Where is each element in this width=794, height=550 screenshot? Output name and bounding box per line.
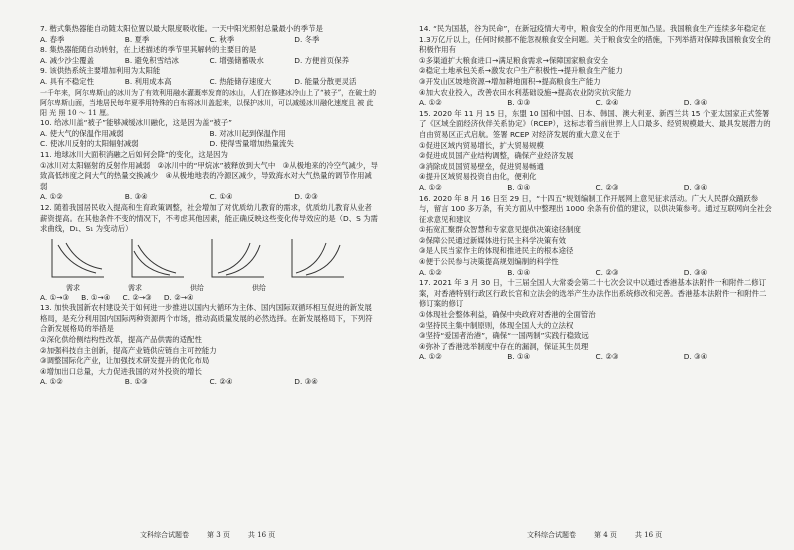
reading-passage: 一千年来，阿尔卑斯山的冰川为了有效利用融水灌溉率发育的冰山，人们在修建冰冷山上了“被子”，在破土的阿尔卑斯山面，当地居民每年夏季用特殊的白布将冰川盖起来，以保护冰川，可以减缓冰川融化速度且 被 此 阳 光 照 10 ～ 11 厘。 xyxy=(40,88,377,117)
option: A. ①② xyxy=(40,377,63,387)
option: B. ①④ xyxy=(507,182,531,192)
option: C. ①④ xyxy=(209,192,233,202)
option-item: ①深化供给侧结构性改革，提高产品供需的适配性 xyxy=(40,335,202,345)
option: C. 秋季 xyxy=(209,34,235,44)
option: D. ③④ xyxy=(683,182,708,192)
option: A. ①② xyxy=(40,192,63,202)
graph-label: 需求 xyxy=(66,283,80,292)
option-item: ④弥补了香港选举制度中存在的漏洞，保证其生员理 xyxy=(419,341,589,351)
option-item: ④增加出口总量，大力促进我国的对外投资的增长 xyxy=(40,366,202,376)
option: A. 减少沙尘覆盖 xyxy=(40,55,94,65)
option: C. 增强储蓄吸水 xyxy=(209,55,264,65)
option: A. ①② xyxy=(419,182,442,192)
option-item: ③调整国际化产业，让加强技术研发提升的优化布局 xyxy=(40,356,210,366)
graph-label: 供给 xyxy=(252,283,266,292)
option: D. 方便首页保养 xyxy=(294,55,349,65)
option: D. 冬季 xyxy=(294,34,320,44)
option-item: ③坚持“爱国者治港”，确保“一国两制”实践行稳致远 xyxy=(419,331,589,341)
question-11-options xyxy=(40,192,379,203)
option-item: ②加强科技自主创新，提高产业链供应链自主可控能力 xyxy=(40,345,217,355)
option: D. ③④ xyxy=(294,377,318,387)
footer-title: 文科综合试题卷 xyxy=(140,531,189,539)
graph-2 xyxy=(126,237,188,283)
graph-3 xyxy=(206,237,268,283)
option: B. 避免积雪结冰 xyxy=(124,55,179,65)
option: A. ①② xyxy=(419,98,442,108)
option: C. ②③ xyxy=(595,267,619,277)
option-item: ③是人民当家作主的体现和推进民主的根本途径 xyxy=(419,246,574,256)
question-17: 17. 2021 年 3 月 30 日，十三届全国人大常委会第二十七次会议中以通过香港基本法附件一和附件二修订案，对香港特别行政区行政长官和立法会的选举产生办法作出系统修改和完善。香港基本法附件一和附件二修订案的修订 xyxy=(419,278,767,309)
question-15: 15. 2020 年 11 月 15 日，东盟 10 国和中国、日本、韩国、澳大利亚、新西兰共 15 个亚太国家正式签署了《区域全面经济伙伴关系协定》（RCEP），这标志着当前世界上人口最多、经贸规模最大、最具发展潜力的自由贸易区正式启航。签署 RCEP 对经济发展的重大意义在于 xyxy=(419,108,771,139)
option-item: ③消除成员国贸易壁垒，促进贸易畅通 xyxy=(419,161,544,171)
option: D. ③④ xyxy=(683,352,708,362)
option: A. ①② xyxy=(419,267,442,277)
footer-total: 共 16 页 xyxy=(247,531,276,539)
graph-labels xyxy=(66,283,379,293)
option: B. 夏季 xyxy=(124,34,150,44)
option-item: ①多渠道扩大粮食进口→满足粮食需求→保障国家粮食安全 xyxy=(419,55,608,65)
option-item: ④加大农业投入，改善农田水利基础设施→提高农业防灾抗灾能力 xyxy=(419,87,632,97)
option-item: ②促进成员国产业结构调整，确保产业经济发展 xyxy=(419,151,574,161)
option: B. ①③ xyxy=(507,98,531,108)
question-7-options xyxy=(40,35,379,46)
option-item: ②坚持民主集中制原则，体现全国人大的立法权 xyxy=(419,320,574,330)
option: D. ③④ xyxy=(683,98,708,108)
question-13: 13. 加快我国新农村建设关于如何进一步推进以国内大循环为主体、国内国际双循环相互促进的新发展格局，是充分利用国内国际两种资源两个市场，推动高质量发展的必然选择。在新发展格局下，下列符合新发展格局的举措是 xyxy=(40,303,373,334)
question-17-options xyxy=(419,352,772,363)
page-footer xyxy=(527,530,662,540)
option-item: ②保障公民通过新媒体进行民主科学决策有效 xyxy=(419,235,567,245)
option: A. 使大气的保温作用减弱 xyxy=(40,128,124,138)
option-item: ①体现社会整体利益，确保中央政府对香港的全面管治 xyxy=(419,310,596,320)
question-9: 9. 该供热系统主要增加利用为太阳能 xyxy=(40,66,161,76)
option-item: ③开发山区坡地资源→增加耕地面积→提高粮食生产能力 xyxy=(419,76,601,86)
option-item: ④便于公民参与决策提高规划编制的科学性 xyxy=(419,257,559,267)
option: B. 利用成本高 xyxy=(124,76,172,86)
question-13-options xyxy=(40,377,379,388)
question-15-options xyxy=(419,183,772,194)
option: A. 具有不稳定性 xyxy=(40,76,94,86)
option: C. ②③ xyxy=(595,352,619,362)
question-11: 11. 地球冰川大面积消融之后如何会降”的变化，这是因为 xyxy=(40,149,228,159)
option: C. ②④ xyxy=(209,377,233,387)
right-page xyxy=(397,0,794,550)
option: C. ②④ xyxy=(595,98,619,108)
question-10-options-a xyxy=(40,129,379,140)
supply-demand-graphs xyxy=(46,237,379,283)
option-item: ①促进区域内贸易增长，扩大贸易规模 xyxy=(419,140,544,150)
option: B. ①④ xyxy=(507,352,531,362)
graph-1 xyxy=(46,237,108,283)
question-8-options xyxy=(40,56,379,67)
option-item: ①拓宽汇聚群众智慧和专家意见提供决策途径制度 xyxy=(419,225,581,235)
question-11-items: ①冰川对太阳辐射的反射作用减弱 ②冰川中的“甲烷冰”被释放到大气中 ③从极地来的冷空气减少，导致高低纬度之间大气的热量交换减少 ④从极地地表的冷源区减少，导致海水对大气热量的调节作用减弱 xyxy=(40,160,378,191)
option: D. ③④ xyxy=(683,267,708,277)
page-footer xyxy=(140,530,275,540)
footer-title: 文科综合试题卷 xyxy=(527,531,576,539)
option: B. ③④ xyxy=(124,192,148,202)
graph-4 xyxy=(286,237,348,283)
question-10: 10. 给冰川盖“被子”能够减缓冰川融化，这是因为盖“被子” xyxy=(40,118,233,128)
question-9-options xyxy=(40,77,379,88)
graph-label: 需求 xyxy=(128,283,142,292)
question-10-options-b xyxy=(40,139,379,150)
option: B. 对冰川起到保温作用 xyxy=(209,128,286,138)
option: C. ②③ xyxy=(595,182,619,192)
option: C. 热能储存速度大 xyxy=(209,76,272,86)
footer-page: 第 4 页 xyxy=(594,531,617,539)
question-7: 7. 楷式集热器能自动随太阳位置以最大限度吸收能。一天中阳光照射总量最小的季节是 xyxy=(40,24,323,33)
question-12-options: A. ①→③ B. ①→④ C. ②→③ D. ②→④ xyxy=(40,292,194,302)
option: D. 能量分散更灵活 xyxy=(294,76,357,86)
question-8: 8. 集热器能随自动转射，在上述描述的季节里其解转的主要目的是 xyxy=(40,45,257,55)
option-item: ④提升区域贸易投资自由化，便利化 xyxy=(419,172,537,182)
option: A. 春季 xyxy=(40,34,65,44)
option: B. ①③ xyxy=(124,377,148,387)
question-14: 14. “民为国基，谷为民命”，在新冠疫情大考中，粮食安全的作用更加凸显。我国粮食生产连续多年稳定在1.3万亿斤以上，任何时候都不能忽视粮食安全问题。关于粮食安全的措施，下列举措对保障我国粮食安全的积极作用有 xyxy=(419,24,771,55)
option: D. ②③ xyxy=(294,192,318,202)
option: D. 使得雪量增加热量流失 xyxy=(209,139,294,149)
question-16-options xyxy=(419,268,772,279)
option: A. ①② xyxy=(419,352,442,362)
option-item: ②稳定土地承包关系→激发农户生产积极性→提升粮食生产能力 xyxy=(419,66,623,76)
footer-page: 第 3 页 xyxy=(207,531,230,539)
question-16: 16. 2020 年 8 月 16 日至 29 日，“十四五”规划编制工作开展网上意见征求活动。广大人民群众踊跃参与，留言 100 多万条，有关方面从中整理出 1000 余条有价值的建议，以供决策参考。通过互联网向全社会征求意见和建议 xyxy=(419,193,772,224)
option: C. 使冰川反射的太阳辐射减弱 xyxy=(40,139,139,149)
option: B. ①④ xyxy=(507,267,531,277)
graph-label: 供给 xyxy=(190,283,204,292)
question-12: 12. 随着我国居民收入提高和生育政策调整，社会增加了对优质幼儿教育的需求，优质幼儿教育从业者薪资提高。在其他条件不变的情况下，不考虑其他因素，能正确反映这些变化传导效应的是（D、S 为需求曲线，D₁、S₁ 为变动后） xyxy=(40,202,378,234)
footer-total: 共 16 页 xyxy=(634,531,663,539)
question-14-options xyxy=(419,98,772,109)
